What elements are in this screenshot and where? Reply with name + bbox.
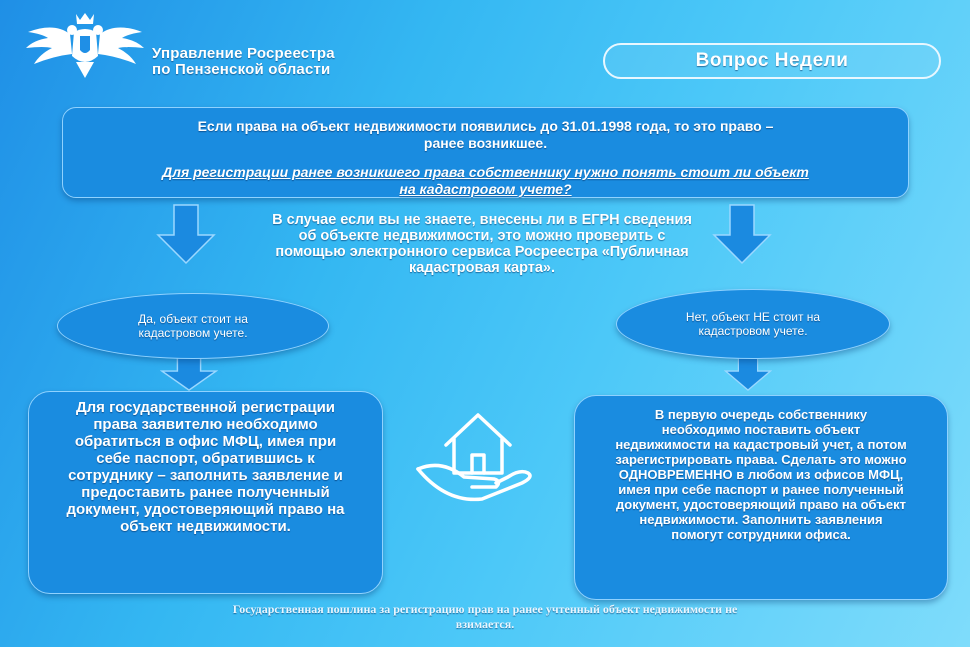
oval-yes-text: Да, объект стоит на кадастровом учете.: [138, 312, 248, 340]
house-in-hand-icon: [412, 399, 548, 509]
center-info-text: В случае если вы не знаете, внесены ли в ЕГРН сведения об объекте недвижимости, это можно проверить с помощью электронного сервиса Росреестра «Публичная кадастровая карта».: [272, 212, 692, 276]
organization-name: [152, 46, 335, 78]
organization-name-line2: по Пензенской области: [152, 61, 331, 78]
fee-note: Государственная пошлина за регистрацию прав на ранее учтенный объект недвижимости не взимается.: [232, 602, 738, 631]
box-not-registered-text: В первую очередь собственнику необходимо поставить объект недвижимости на кадастровый учет, а потом зарегистрировать права. Сделать это можно ОДНОВРЕМЕННО в любом из офисов МФЦ, имея при себе паспорт и ранее полученный документ, удостоверяющий право на объект недвижимости. Заполнить заявления помогут сотрудники офиса.: [615, 407, 907, 542]
intro-question: Для регистрации ранее возникшего права собственнику нужно понять стоит ли объект на кадастровом учете?: [162, 164, 809, 197]
box-not-registered: [574, 395, 948, 600]
arrow-down-icon: [156, 203, 216, 265]
question-of-week-badge: Вопрос Недели: [603, 43, 941, 79]
box-registered: [28, 391, 383, 594]
box-registered-text: Для государственной регистрации права заявителю необходимо обратиться в офис МФЦ, имея при себе паспорт, обратившись к сотруднику – заполнить заявление и предоставить ранее полученный документ, удостоверяющий право на объект недвижимости.: [66, 399, 345, 535]
oval-no: [616, 289, 890, 359]
organization-name-line1: Управление Росреестра: [152, 45, 335, 62]
oval-no-text: Нет, объект НЕ стоит на кадастровом учете.: [685, 310, 821, 338]
arrow-down-icon: [712, 203, 772, 265]
emblem-eagle-icon: [24, 10, 146, 80]
intro-box: [62, 107, 909, 198]
intro-text: Если права на объект недвижимости появились до 31.01.1998 года, то это право – ранее возникшее.: [197, 118, 774, 151]
oval-yes: [57, 293, 329, 359]
